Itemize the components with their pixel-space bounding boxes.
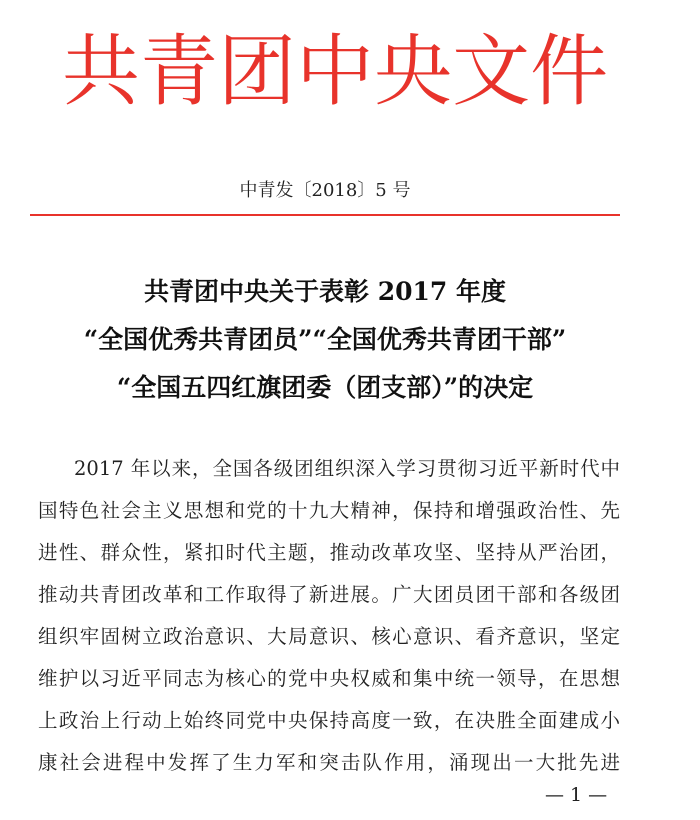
body-line: 维护以习近平同志为核心的党中央权威和集中统一领导，在思想 <box>38 667 620 690</box>
masthead-char: 共 <box>62 27 141 117</box>
body-line: 2017 年以来，全国各级团组织深入学习贯彻习近平新时代中 <box>74 457 620 480</box>
document-number: 中青发〔2018〕5 号 <box>239 180 411 201</box>
page-number: — 1 — <box>545 784 608 806</box>
body-line: 组织牢固树立政治意识、大局意识、核心意识、看齐意识，坚定 <box>38 625 620 648</box>
masthead-char: 件 <box>530 27 609 117</box>
title-line-2: “全国优秀共青团员”“全国优秀共青团干部” <box>83 325 567 354</box>
body-line: 推动共青团改革和工作取得了新进展。广大团员团干部和各级团 <box>38 583 620 606</box>
document-masthead <box>62 22 609 122</box>
title-line-3: “全国五四红旗团委（团支部）”的决定 <box>116 373 534 402</box>
masthead-char: 央 <box>374 27 453 117</box>
masthead-char: 团 <box>218 27 297 117</box>
masthead-char: 青 <box>140 27 219 117</box>
body-line: 国特色社会主义思想和党的十九大精神，保持和增强政治性、先 <box>38 499 620 522</box>
red-divider <box>30 214 620 216</box>
body-line: 康社会进程中发挥了生力军和突击队作用，涌现出一大批先进 <box>38 751 620 774</box>
title-line-1: 共青团中央关于表彰 2017 年度 <box>144 277 506 306</box>
body-line: 上政治上行动上始终同党中央保持高度一致，在决胜全面建成小 <box>38 709 620 732</box>
body-line: 进性、群众性，紧扣时代主题，推动改革攻坚、坚持从严治团， <box>38 541 620 564</box>
masthead-char: 文 <box>452 27 531 117</box>
masthead-char: 中 <box>296 27 375 117</box>
